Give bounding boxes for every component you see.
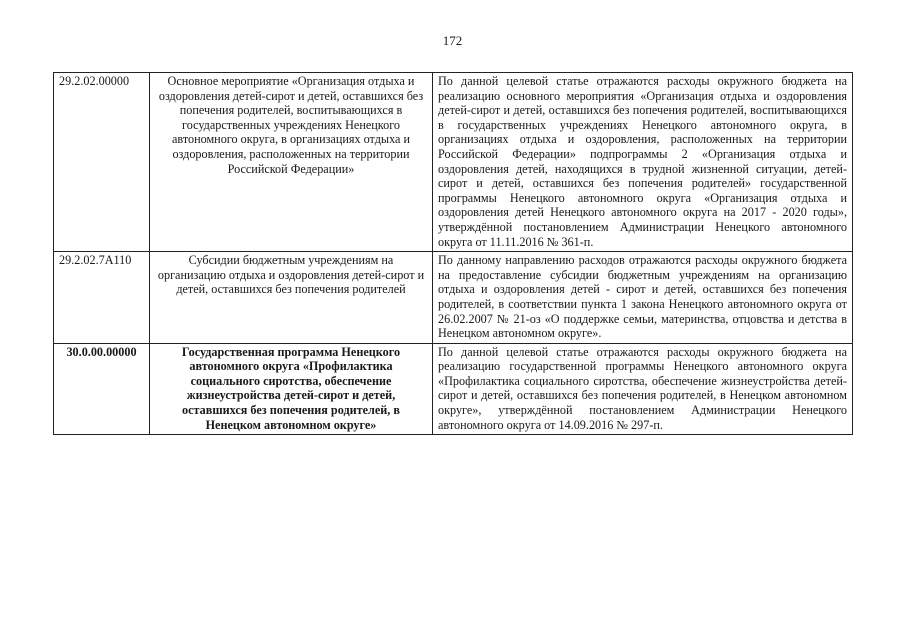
target-article-code: 29.2.02.7А110 [54, 252, 150, 344]
target-article-name: Основное мероприятие «Организация отдыха и оздоровления детей-сирот и детей, оставшихся без попечения родителей, воспитывающихся в государственных учреждениях Ненецкого автономного округа, в организациях отдыха и оздоровления, расположенных на территории Российской Федерации» [150, 73, 433, 252]
target-article-name: Государственная программа Ненецкого автономного округа «Профилактика социального сиротства, обеспечение жизнеустройства детей-сирот и детей, оставшихся без попечения родителей, в Ненецком автономном округе» [150, 343, 433, 435]
target-article-code: 29.2.02.00000 [54, 73, 150, 252]
target-article-description: По данной целевой статье отражаются расходы окружного бюджета на реализацию основного мероприятия «Организация отдыха и оздоровления детей-сирот и детей, оставшихся без попечения родителей, воспитывающихся в государственных учреждениях Ненецкого автономного округа, в организациях отдыха и оздоровления, расположенных на территории Российской Федерации» подпрограммы 2 «Организация отдыха и оздоровления детей, находящихся в трудной жизненной ситуации, детей-сирот и детей, оставшихся без попечения родителей» государственной программы Ненецкого автономного округа «Организация отдыха и оздоровления детей Ненецкого автономного округа на 2017 - 2020 годы», утверждённой постановлением Администрации Ненецкого автономного округа от 11.11.2016 № 361-п. [433, 73, 853, 252]
table-row [54, 252, 853, 344]
target-article-name: Субсидии бюджетным учреждениям на организацию отдыха и оздоровления детей-сирот и детей, оставшихся без попечения родителей [150, 252, 433, 344]
page-number: 172 [442, 33, 463, 48]
target-article-description: По данному направлению расходов отражаются расходы окружного бюджета на предоставление субсидии бюджетным учреждениям на организацию отдыха и оздоровления детей - сирот и детей, оставшихся без попечения родителей, в соответствии пункта 1 закона Ненецкого автономного округа от 26.02.2007 № 21-оз «О поддержке семьи, материнства, отцовства и детства в Ненецком автономном округе». [433, 252, 853, 344]
table-row [54, 343, 853, 435]
target-article-description: По данной целевой статье отражаются расходы окружного бюджета на реализацию государственной программы Ненецкого автономного округа «Профилактика социального сиротства, обеспечение жизнеустройства детей-сирот и детей, оставшихся без попечения родителей, в Ненецком автономном округе», утверждённой постановлением Администрации Ненецкого автономного округа от 14.09.2016 № 297-п. [433, 343, 853, 435]
budget-classification-table [53, 72, 853, 435]
table-row [54, 73, 853, 252]
target-article-code: 30.0.00.00000 [54, 343, 150, 435]
